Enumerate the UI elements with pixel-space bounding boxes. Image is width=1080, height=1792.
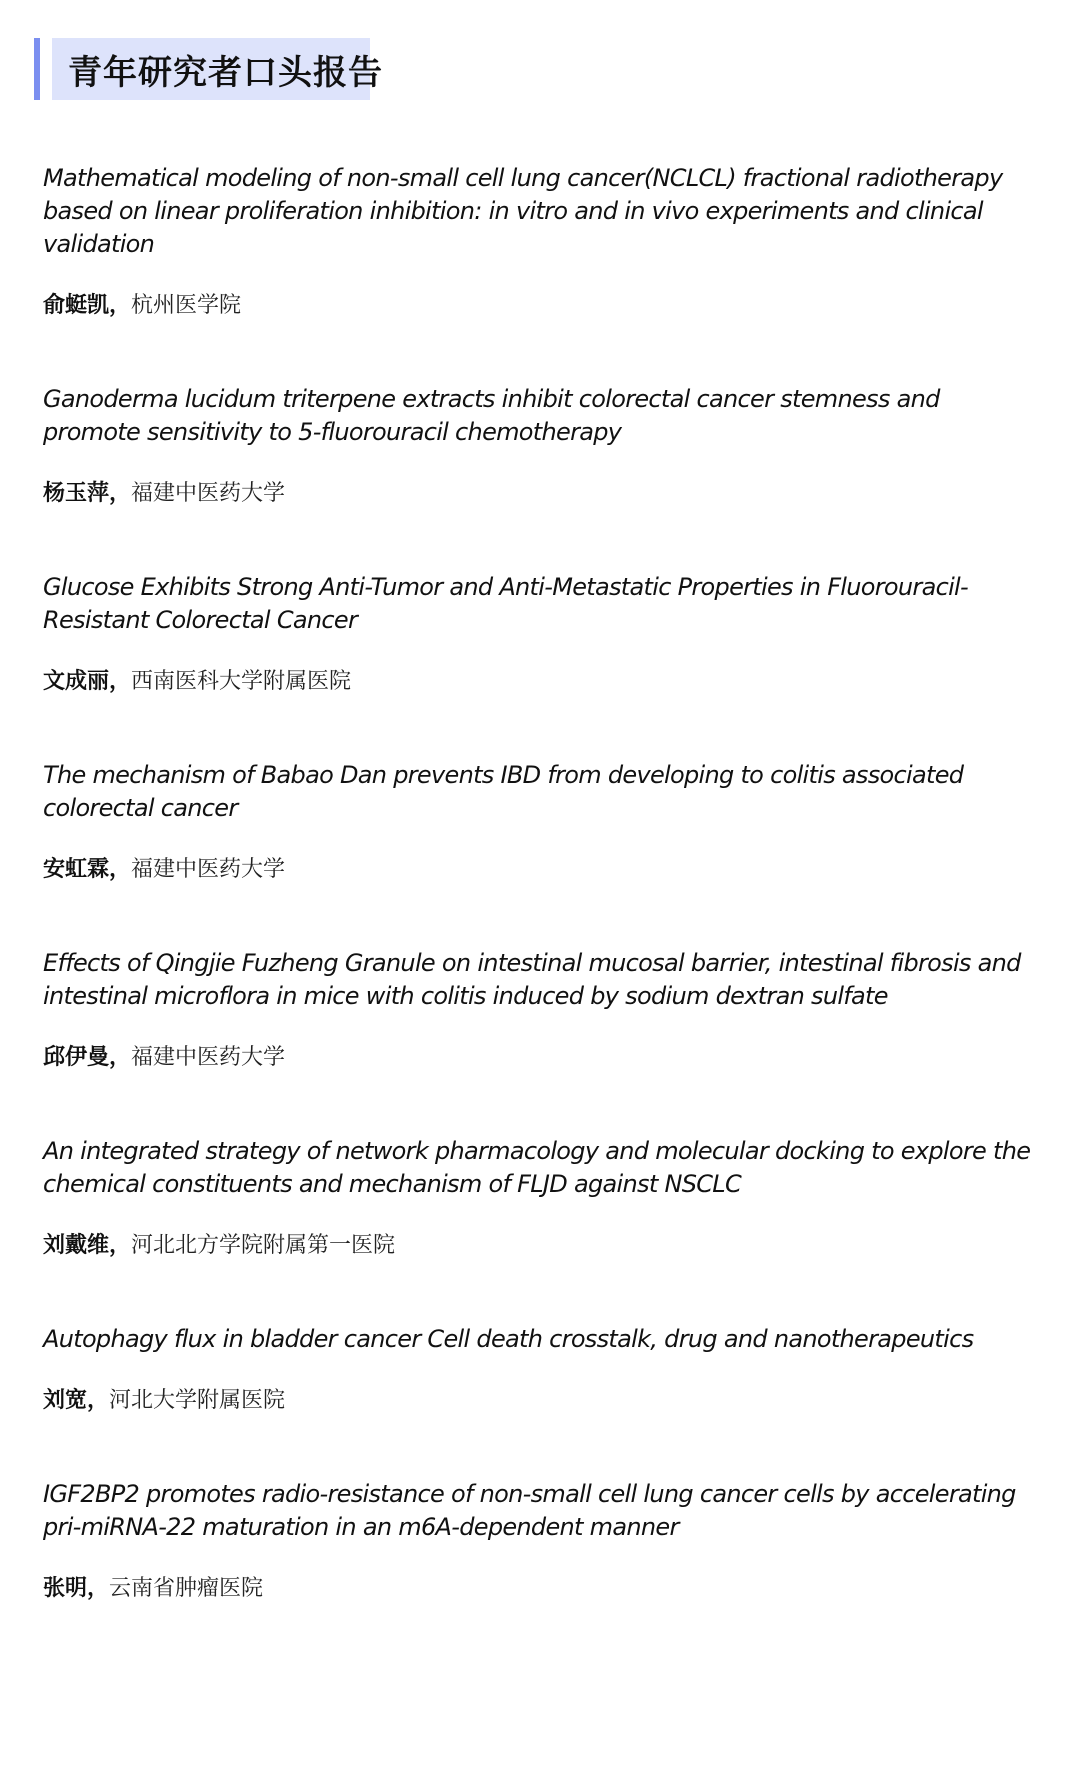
talk-author bbox=[43, 479, 1043, 509]
talk-item bbox=[43, 947, 1043, 1073]
talk-list bbox=[43, 162, 1043, 1666]
talk-title: The mechanism of Babao Dan prevents IBD from developing to colitis associated colorectal cancer bbox=[43, 761, 964, 822]
talk-title: Autophagy flux in bladder cancer Cell death crosstalk, drug and nanotherapeutics bbox=[43, 1325, 974, 1353]
section-header bbox=[34, 38, 383, 100]
author-affiliation: 杭州医学院 bbox=[131, 293, 242, 318]
talk-item bbox=[43, 1323, 1043, 1416]
author-name: 文成丽， bbox=[43, 669, 132, 694]
talk-item bbox=[43, 1478, 1043, 1604]
author-name: 杨玉萍， bbox=[43, 481, 132, 506]
talk-author bbox=[43, 1043, 1043, 1073]
talk-item bbox=[43, 1135, 1043, 1261]
section-title: 青年研究者口头报告 bbox=[68, 52, 383, 93]
talk-title: IGF2BP2 promotes radio-resistance of non-small cell lung cancer cells by accelerating pri-miRNA-22 maturation in an m6A-dependent manner bbox=[43, 1480, 1016, 1541]
author-affiliation: 云南省肿瘤医院 bbox=[109, 1576, 264, 1601]
talk-title: Ganoderma lucidum triterpene extracts inhibit colorectal cancer stemness and promote sensitivity to 5-fluorouracil chemotherapy bbox=[43, 385, 940, 446]
talk-title: Glucose Exhibits Strong Anti-Tumor and Anti-Metastatic Properties in Fluorouracil-Resistant Colorectal Cancer bbox=[43, 573, 968, 634]
author-name: 张明， bbox=[43, 1576, 110, 1601]
header-box bbox=[52, 38, 383, 100]
author-affiliation: 福建中医药大学 bbox=[131, 1045, 286, 1070]
talk-title: An integrated strategy of network pharmacology and molecular docking to explore the chemical constituents and mechanism of FLJD against NSCLC bbox=[43, 1137, 1031, 1198]
author-affiliation: 河北北方学院附属第一医院 bbox=[131, 1233, 396, 1258]
talk-item bbox=[43, 383, 1043, 509]
talk-item bbox=[43, 162, 1043, 321]
talk-title: Effects of Qingjie Fuzheng Granule on intestinal mucosal barrier, intestinal fibrosis and intestinal microflora in mice with colitis induced by sodium dextran sulfate bbox=[43, 949, 1021, 1010]
author-affiliation: 西南医科大学附属医院 bbox=[131, 669, 352, 694]
author-name: 俞蜓凯， bbox=[43, 293, 132, 318]
author-name: 安虹霖， bbox=[43, 857, 132, 882]
talk-author bbox=[43, 1574, 1043, 1604]
talk-author bbox=[43, 291, 1043, 321]
author-affiliation: 福建中医药大学 bbox=[131, 481, 286, 506]
talk-author bbox=[43, 667, 1043, 697]
author-name: 刘宽， bbox=[43, 1388, 110, 1413]
author-affiliation: 河北大学附属医院 bbox=[109, 1388, 286, 1413]
talk-author bbox=[43, 855, 1043, 885]
talk-title: Mathematical modeling of non-small cell lung cancer(NCLCL) fractional radiotherapy based on linear proliferation inhibition: in vitro and in vivo experiments and clinical validation bbox=[43, 164, 1003, 258]
author-name: 邱伊曼， bbox=[43, 1045, 132, 1070]
author-name: 刘戴维， bbox=[43, 1233, 132, 1258]
talk-item bbox=[43, 759, 1043, 885]
header-accent-bar bbox=[34, 38, 40, 100]
author-affiliation: 福建中医药大学 bbox=[131, 857, 286, 882]
talk-item bbox=[43, 571, 1043, 697]
talk-author bbox=[43, 1231, 1043, 1261]
talk-author bbox=[43, 1386, 1043, 1416]
